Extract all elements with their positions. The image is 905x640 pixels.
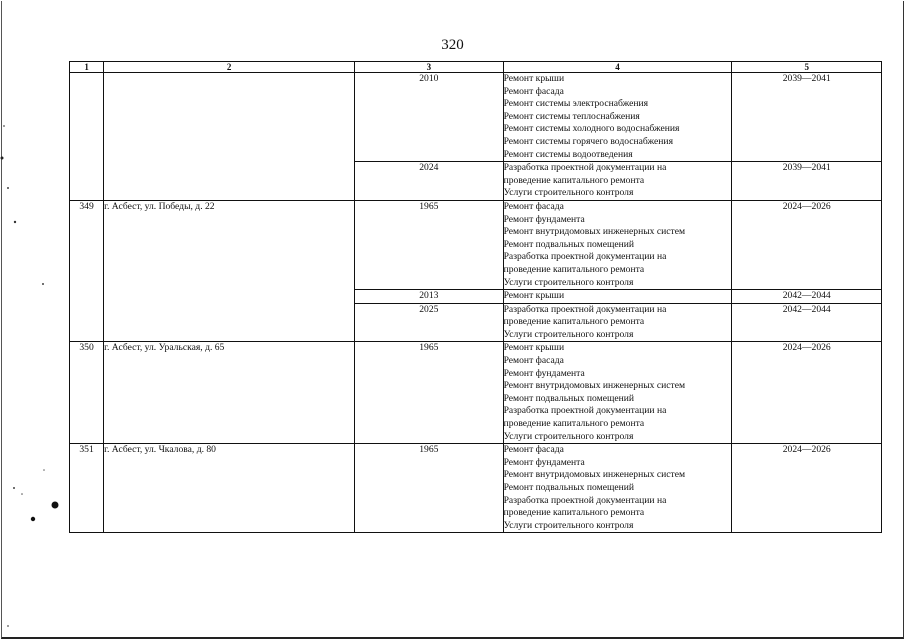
year-cell: 1965: [355, 342, 504, 444]
work-item: Ремонт подвальных помещений: [503, 392, 634, 404]
period-cell: 2042—2044: [732, 290, 882, 304]
table-row: [70, 200, 882, 289]
work-item: Ремонт крыши: [503, 290, 565, 302]
period-cell: 2024—2026: [732, 342, 882, 444]
work-item: проведение капитального ремонта: [503, 316, 645, 328]
table-body: [70, 73, 882, 533]
period-cell: 2024—2026: [732, 444, 882, 533]
table-row: [70, 342, 882, 444]
row-number: 350: [70, 342, 104, 444]
work-item: Разработка проектной документации на: [503, 405, 667, 417]
period-cell: 2039—2041: [732, 162, 882, 201]
building-address: г. Асбест, ул. Уральская, д. 65: [104, 342, 355, 444]
year-cell: 2025: [355, 303, 504, 342]
work-item: Услуги строительного контроля: [503, 187, 634, 199]
building-address: г. Асбест, ул. Чкалова, д. 80: [104, 444, 355, 533]
column-header: 5: [732, 62, 882, 73]
work-item: Услуги строительного контроля: [503, 276, 634, 288]
works-cell: [503, 290, 732, 304]
work-item: Услуги строительного контроля: [503, 519, 634, 531]
work-item: Разработка проектной документации на: [503, 162, 667, 174]
year-cell: 2013: [355, 290, 504, 304]
work-item: Разработка проектной документации на: [503, 251, 667, 263]
work-item: Ремонт внутридомовых инженерных систем: [503, 469, 686, 481]
building-address: г. Асбест, ул. Победы, д. 22: [104, 200, 355, 342]
row-number: 351: [70, 444, 104, 533]
work-item: Разработка проектной документации на: [503, 303, 667, 315]
column-header: 3: [355, 62, 504, 73]
work-item: Ремонт системы теплоснабжения: [503, 110, 640, 122]
work-item: проведение капитального ремонта: [503, 507, 645, 519]
work-item: Услуги строительного контроля: [503, 430, 634, 442]
work-item: Ремонт фундамента: [503, 456, 585, 468]
year-cell: 1965: [355, 444, 504, 533]
page-number: 320: [441, 37, 464, 53]
year-cell: 2010: [355, 73, 504, 162]
table-row: [70, 444, 882, 533]
year-cell: 1965: [355, 200, 504, 289]
work-item: Ремонт фундамента: [503, 213, 585, 225]
work-item: Ремонт системы водоотведения: [503, 148, 633, 160]
work-item: Ремонт системы холодного водоснабжения: [503, 123, 680, 135]
repair-schedule-table: [69, 61, 882, 533]
work-item: Разработка проектной документации на: [503, 494, 667, 506]
works-cell: [503, 73, 732, 162]
works-cell: [503, 444, 732, 533]
work-item: Ремонт фасада: [503, 200, 564, 212]
building-address: [104, 73, 355, 201]
period-cell: 2042—2044: [732, 303, 882, 342]
column-header: 4: [503, 62, 732, 73]
work-item: Услуги строительного контроля: [503, 328, 634, 340]
works-cell: [503, 162, 732, 201]
work-item: проведение капитального ремонта: [503, 263, 645, 275]
works-cell: [503, 342, 732, 444]
column-number-row: [70, 62, 882, 73]
work-item: Ремонт фундамента: [503, 367, 585, 379]
year-cell: 2024: [355, 162, 504, 201]
work-item: Ремонт фасада: [503, 444, 564, 456]
work-item: Ремонт внутридомовых инженерных систем: [503, 380, 686, 392]
work-item: Ремонт подвальных помещений: [503, 482, 634, 493]
column-header: 2: [104, 62, 355, 73]
period-cell: 2024—2026: [732, 200, 882, 289]
period-cell: 2039—2041: [732, 73, 882, 162]
column-header: 1: [70, 62, 104, 73]
works-cell: [503, 200, 732, 289]
row-number: 349: [70, 200, 104, 342]
table-row: [70, 73, 882, 162]
work-item: Ремонт подвальных помещений: [503, 238, 634, 250]
works-cell: [503, 303, 732, 342]
work-item: Ремонт системы горячего водоснабжения: [503, 135, 673, 147]
work-item: проведение капитального ремонта: [503, 418, 645, 430]
work-item: проведение капитального ремонта: [503, 174, 645, 186]
row-number: [70, 73, 104, 201]
work-item: Ремонт крыши: [503, 73, 565, 84]
work-item: Ремонт внутридомовых инженерных систем: [503, 226, 686, 238]
work-item: Ремонт системы электроснабжения: [503, 98, 649, 110]
work-item: Ремонт фасада: [503, 85, 564, 97]
work-item: Ремонт фасада: [503, 355, 564, 367]
work-item: Ремонт крыши: [503, 342, 565, 354]
